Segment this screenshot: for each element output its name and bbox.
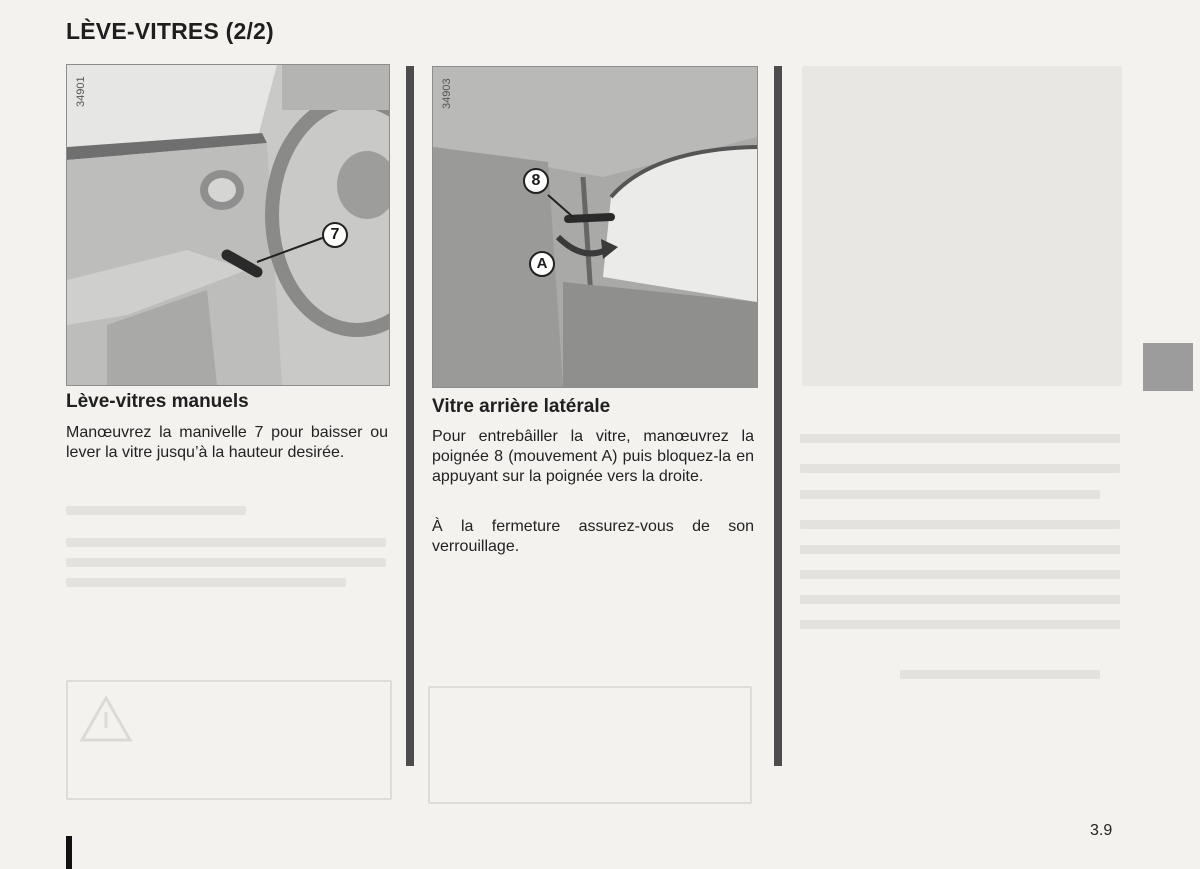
chapter-thumb-tab	[1143, 343, 1193, 391]
binding-edge-mark	[66, 836, 72, 869]
column-divider-left	[406, 66, 414, 766]
callout-8	[523, 168, 549, 194]
bleed-through-line	[800, 464, 1120, 473]
photo-reference-code: 34903	[441, 78, 453, 109]
bleed-through-heading	[1115, 30, 1122, 56]
callout-7	[322, 222, 348, 248]
callout-7-label: 7	[330, 226, 340, 243]
page-title: LÈVE-VITRES (2/2)	[66, 18, 274, 44]
bleed-through-line	[900, 670, 1100, 679]
bleed-through-line	[800, 520, 1120, 529]
bleed-through-line	[66, 538, 386, 547]
bleed-through-line	[800, 545, 1120, 554]
callout-8-label: 8	[531, 172, 541, 189]
paragraph-opening-instructions: Pour entrebâiller la vitre, manœuvrez la poignée 8 (mouvement A) puis bloquez-la en appuyant sur la poignée vers la droite.	[432, 428, 754, 485]
paragraph-manual-windows: Manœuvrez la manivelle 7 pour baisser ou lever la vitre jusqu’à la hauteur desirée.	[66, 424, 388, 461]
bleed-through-line	[800, 620, 1120, 629]
section-heading-manual-windows: Lève-vitres manuels	[66, 391, 249, 412]
callout-a	[529, 251, 555, 277]
bleed-through-line	[800, 434, 1120, 443]
bleed-through-line	[800, 595, 1120, 604]
bleed-through-line	[66, 506, 246, 515]
photo-rear-side-window	[432, 66, 758, 388]
photo-reference-code: 34901	[75, 76, 87, 107]
bleed-through-warning-icon	[78, 694, 134, 744]
bleed-through-line	[66, 558, 386, 567]
bleed-through-note-box	[428, 686, 752, 804]
section-heading-rear-side-window: Vitre arrière latérale	[432, 396, 611, 417]
bleed-through-photo	[802, 66, 1122, 386]
callout-a-label: A	[536, 255, 548, 272]
page-number: 3.9	[1090, 822, 1113, 839]
column-divider-right	[774, 66, 782, 766]
bleed-through-line	[800, 490, 1100, 499]
bleed-through-line	[66, 578, 346, 587]
paragraph-closing-instructions: À la fermeture assurez-vous de son verrouillage.	[432, 518, 754, 555]
bleed-through-line	[800, 570, 1120, 579]
